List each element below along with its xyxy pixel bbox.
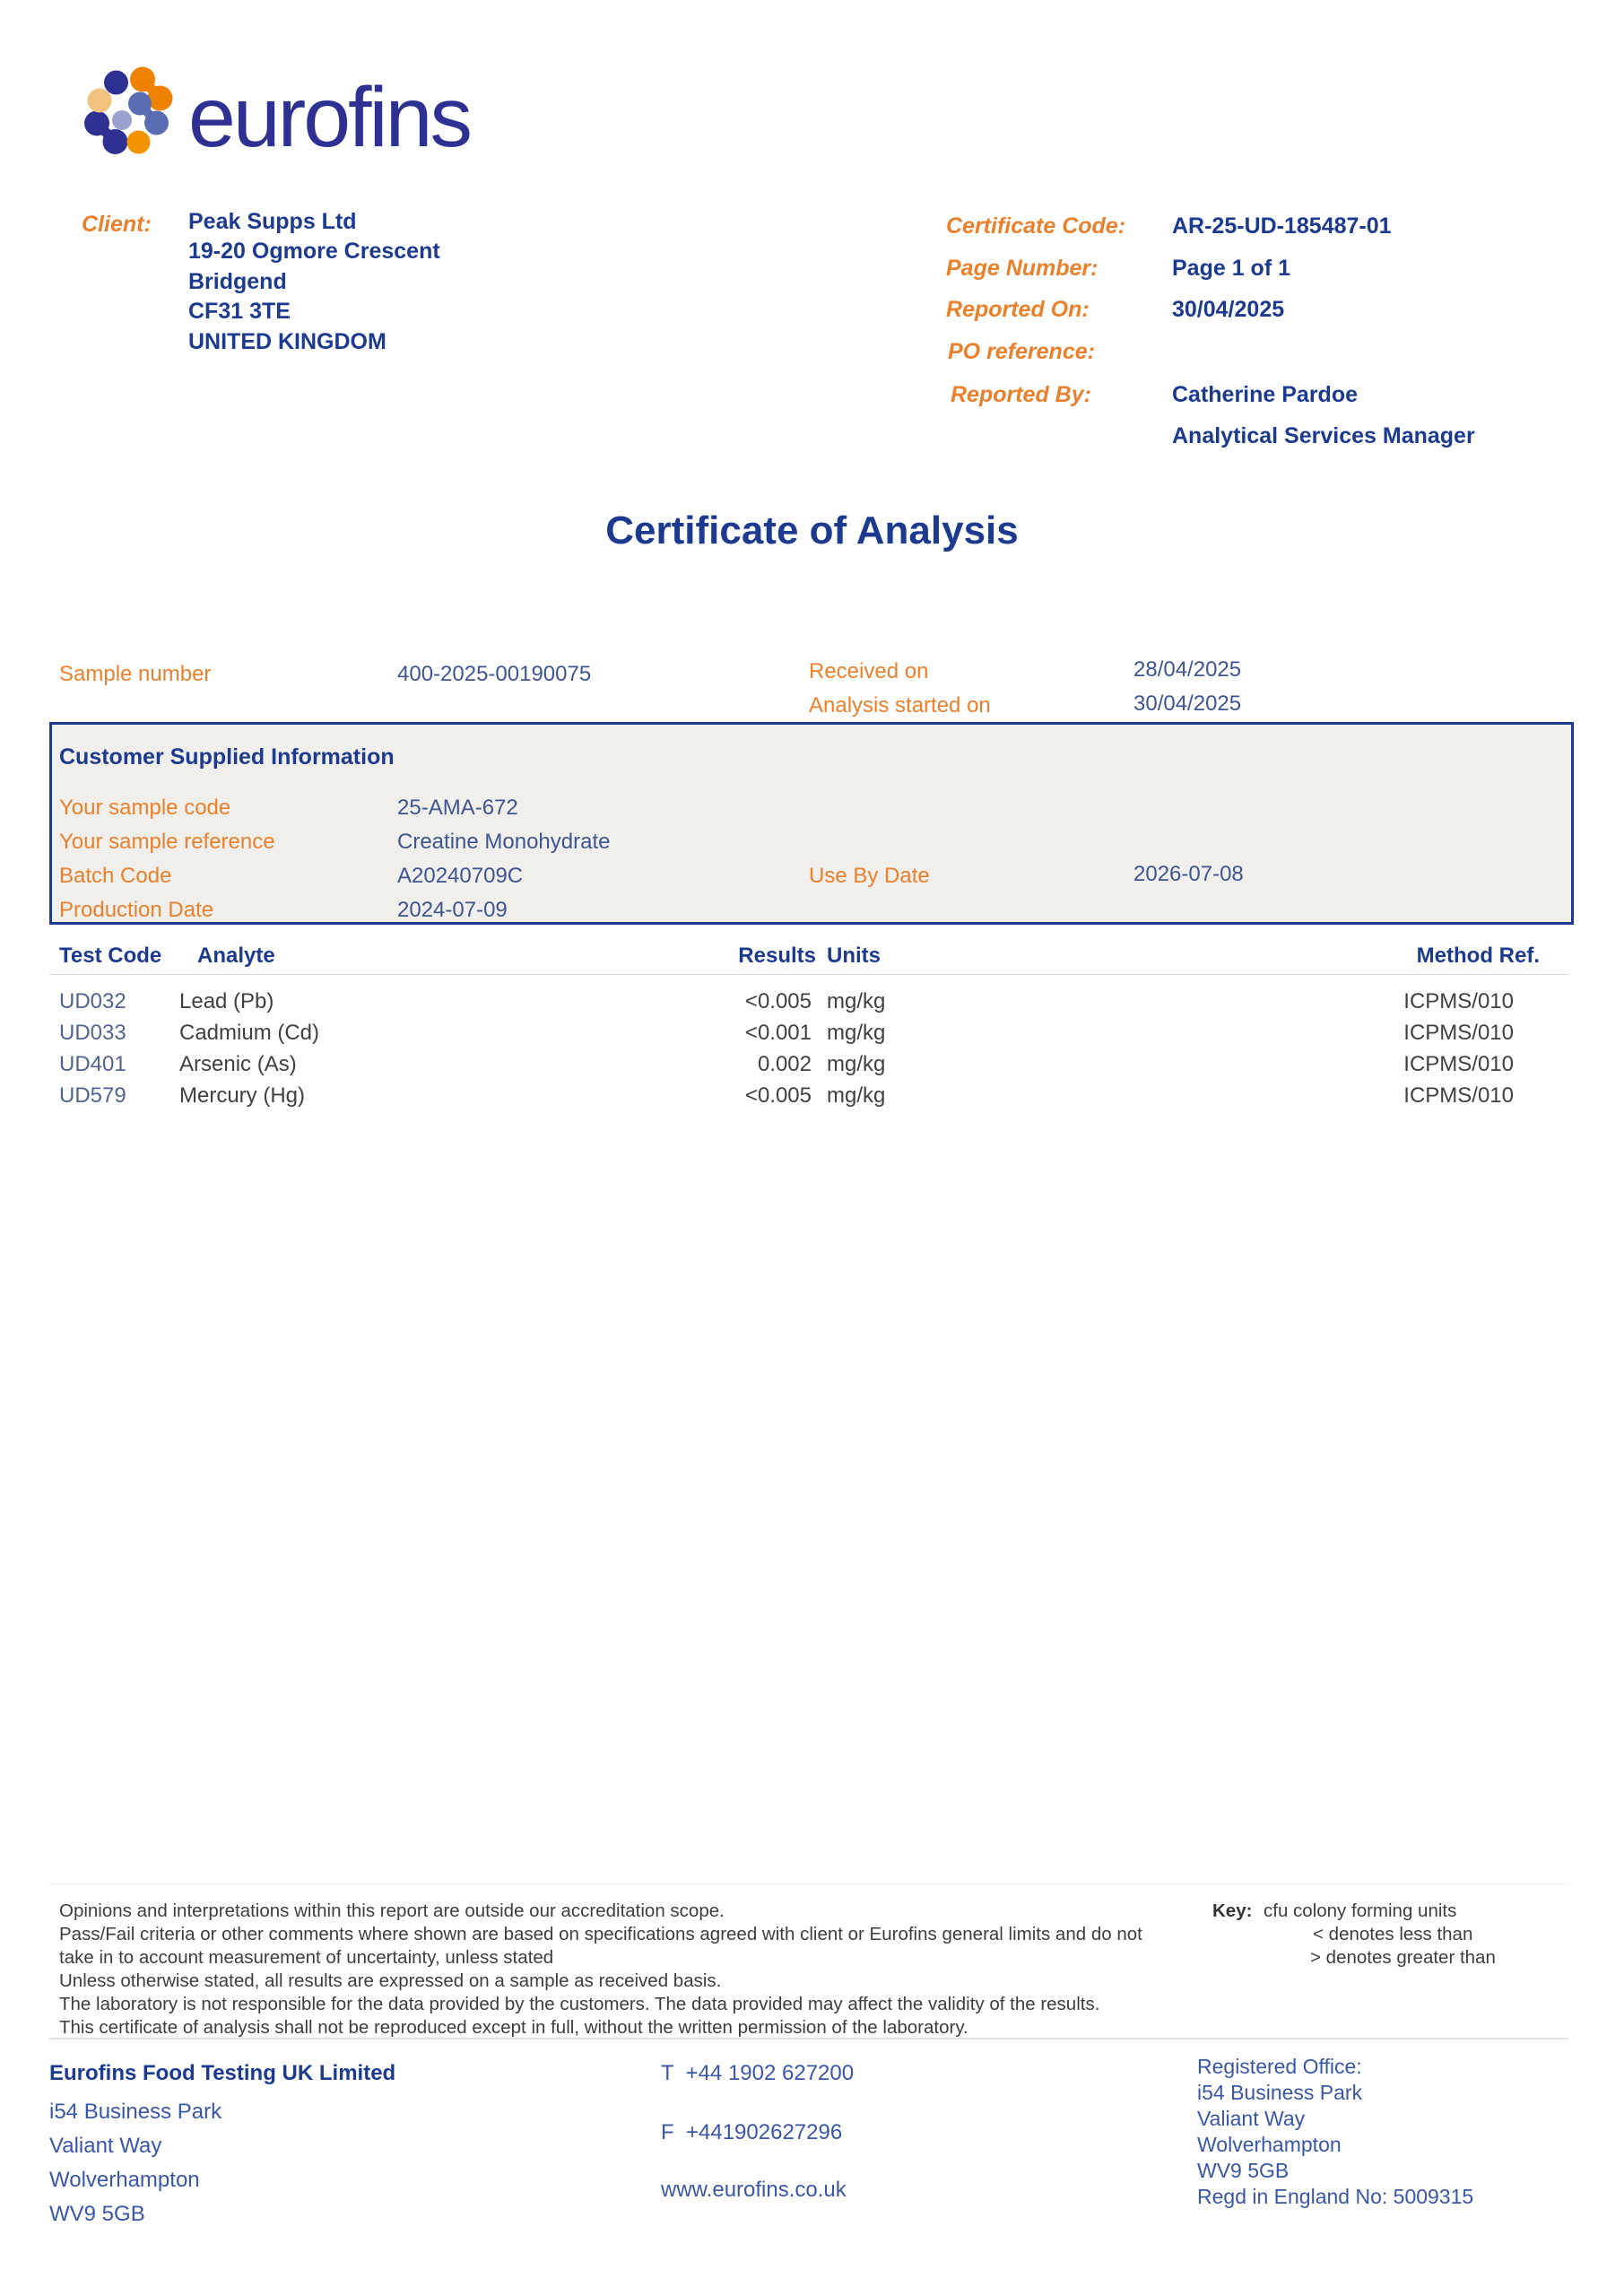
registered-office-line: i54 Business Park bbox=[1197, 2081, 1363, 2104]
col-header-results: Results bbox=[738, 944, 816, 968]
key-entry-cfu: cfu colony forming units bbox=[1264, 1900, 1457, 1921]
table-row-result: <0.001 bbox=[744, 1021, 812, 1045]
footer-address-line: Wolverhampton bbox=[49, 2168, 200, 2192]
sample-code-label: Your sample code bbox=[59, 796, 231, 820]
col-header-units: Units bbox=[827, 944, 881, 968]
footer-website: www.eurofins.co.uk bbox=[661, 2178, 847, 2202]
reported-by-value: Catherine Pardoe bbox=[1172, 382, 1359, 407]
received-on-value: 28/04/2025 bbox=[1133, 657, 1242, 682]
disclaimer-text bbox=[59, 1900, 1142, 2039]
disclaimer-line: This certificate of analysis shall not be reproduced except in full, without the written permission of the laboratory. bbox=[59, 2017, 968, 2038]
table-row-analyte: Lead (Pb) bbox=[179, 989, 274, 1013]
production-date-label: Production Date bbox=[59, 898, 214, 922]
registered-office-line: WV9 5GB bbox=[1197, 2159, 1290, 2182]
client-address-line: 19-20 Ogmore Crescent bbox=[188, 239, 440, 265]
table-row-test-code: UD033 bbox=[59, 1021, 126, 1045]
batch-code-label: Batch Code bbox=[59, 864, 172, 888]
use-by-date-value: 2026-07-08 bbox=[1133, 862, 1244, 886]
customer-info-heading: Customer Supplied Information bbox=[59, 744, 395, 770]
table-header-divider bbox=[49, 974, 1568, 975]
disclaimer-line: Unless otherwise stated, all results are expressed on a sample as received basis. bbox=[59, 1970, 722, 1991]
table-row-analyte: Arsenic (As) bbox=[179, 1052, 297, 1076]
registered-office-line: Registered Office: bbox=[1197, 2055, 1362, 2078]
table-row-analyte: Cadmium (Cd) bbox=[179, 1021, 320, 1045]
table-row-units: mg/kg bbox=[827, 989, 886, 1013]
table-row-test-code: UD032 bbox=[59, 989, 126, 1013]
reported-by-role: Analytical Services Manager bbox=[1172, 423, 1475, 448]
key-entry-less-than: < denotes less than bbox=[1313, 1924, 1473, 1944]
key-label: Key: bbox=[1212, 1900, 1253, 1921]
disclaimer-line: Pass/Fail criteria or other comments where shown are based on specifications agreed with client or Eurofins general limits and do not bbox=[59, 1924, 1142, 1944]
table-row-test-code: UD579 bbox=[59, 1083, 126, 1108]
footer-divider bbox=[49, 2038, 1568, 2039]
sample-reference-label: Your sample reference bbox=[59, 830, 275, 854]
registered-office-line: Wolverhampton bbox=[1197, 2133, 1342, 2156]
eurofins-logo-dots-icon bbox=[81, 65, 181, 157]
reported-by-label: Reported By: bbox=[951, 382, 1091, 407]
disclaimer-line: take in to account measurement of uncertainty, unless stated bbox=[59, 1947, 554, 1968]
footer-telephone: T +44 1902 627200 bbox=[661, 2061, 855, 2085]
reported-on-value: 30/04/2025 bbox=[1172, 297, 1285, 322]
table-row-result: 0.002 bbox=[757, 1052, 812, 1076]
table-row-units: mg/kg bbox=[827, 1021, 886, 1045]
page-title: Certificate of Analysis bbox=[605, 509, 1019, 552]
sample-number-label: Sample number bbox=[59, 662, 212, 686]
table-row-result: <0.005 bbox=[744, 1083, 812, 1108]
certificate-code-label: Certificate Code: bbox=[946, 213, 1126, 239]
sample-number-value: 400-2025-00190075 bbox=[397, 662, 592, 686]
disclaimer-top-divider bbox=[49, 1883, 1568, 1884]
table-row-method-ref: ICPMS/010 bbox=[1403, 1083, 1514, 1108]
footer-fax: F +441902627296 bbox=[661, 2120, 843, 2144]
client-name: Peak Supps Ltd bbox=[188, 209, 357, 234]
registered-office-line: Regd in England No: 5009315 bbox=[1197, 2185, 1474, 2208]
registered-office-line: Valiant Way bbox=[1197, 2107, 1306, 2130]
disclaimer-line: The laboratory is not responsible for the data provided by the customers. The data provided may affect the validity of the results. bbox=[59, 1994, 1100, 2014]
key-entry-greater-than: > denotes greater than bbox=[1310, 1947, 1496, 1968]
table-row-result: <0.005 bbox=[744, 989, 812, 1013]
footer-company-name: Eurofins Food Testing UK Limited bbox=[49, 2061, 396, 2085]
use-by-date-label: Use By Date bbox=[809, 864, 930, 888]
table-row-units: mg/kg bbox=[827, 1083, 886, 1108]
footer-company-address bbox=[49, 2095, 221, 2231]
client-label: Client: bbox=[82, 212, 152, 237]
client-address bbox=[188, 207, 440, 357]
eurofins-wordmark: eurofins bbox=[188, 70, 470, 165]
page-number-value: Page 1 of 1 bbox=[1172, 256, 1290, 281]
table-row-test-code: UD401 bbox=[59, 1052, 126, 1076]
col-header-test-code: Test Code bbox=[59, 944, 162, 968]
sample-code-value: 25-AMA-672 bbox=[397, 796, 518, 820]
sample-reference-value: Creatine Monohydrate bbox=[397, 830, 611, 854]
table-row-method-ref: ICPMS/010 bbox=[1403, 1052, 1514, 1076]
table-row-units: mg/kg bbox=[827, 1052, 886, 1076]
table-row-analyte: Mercury (Hg) bbox=[179, 1083, 306, 1108]
certificate-code-value: AR-25-UD-185487-01 bbox=[1172, 213, 1392, 239]
analysis-started-value: 30/04/2025 bbox=[1133, 691, 1242, 716]
table-row-method-ref: ICPMS/010 bbox=[1403, 1021, 1514, 1045]
col-header-method-ref: Method Ref. bbox=[1416, 944, 1540, 968]
col-header-analyte: Analyte bbox=[197, 944, 275, 968]
footer-registered-office bbox=[1197, 2054, 1473, 2210]
client-address-line: UNITED KINGDOM bbox=[188, 328, 386, 354]
production-date-value: 2024-07-09 bbox=[397, 898, 508, 922]
disclaimer-line: Opinions and interpretations within this report are outside our accreditation scope. bbox=[59, 1900, 725, 1921]
client-address-line: CF31 3TE bbox=[188, 299, 291, 325]
po-reference-label: PO reference: bbox=[948, 339, 1095, 364]
table-row-method-ref: ICPMS/010 bbox=[1403, 989, 1514, 1013]
footer-address-line: Valiant Way bbox=[49, 2134, 162, 2158]
footer-address-line: i54 Business Park bbox=[49, 2100, 222, 2124]
analysis-started-label: Analysis started on bbox=[809, 693, 991, 718]
client-address-line: Bridgend bbox=[188, 268, 287, 294]
received-on-label: Received on bbox=[809, 659, 929, 683]
page-number-label: Page Number: bbox=[946, 256, 1099, 281]
batch-code-value: A20240709C bbox=[397, 864, 524, 888]
footer-address-line: WV9 5GB bbox=[49, 2202, 145, 2226]
reported-on-label: Reported On: bbox=[946, 297, 1090, 322]
